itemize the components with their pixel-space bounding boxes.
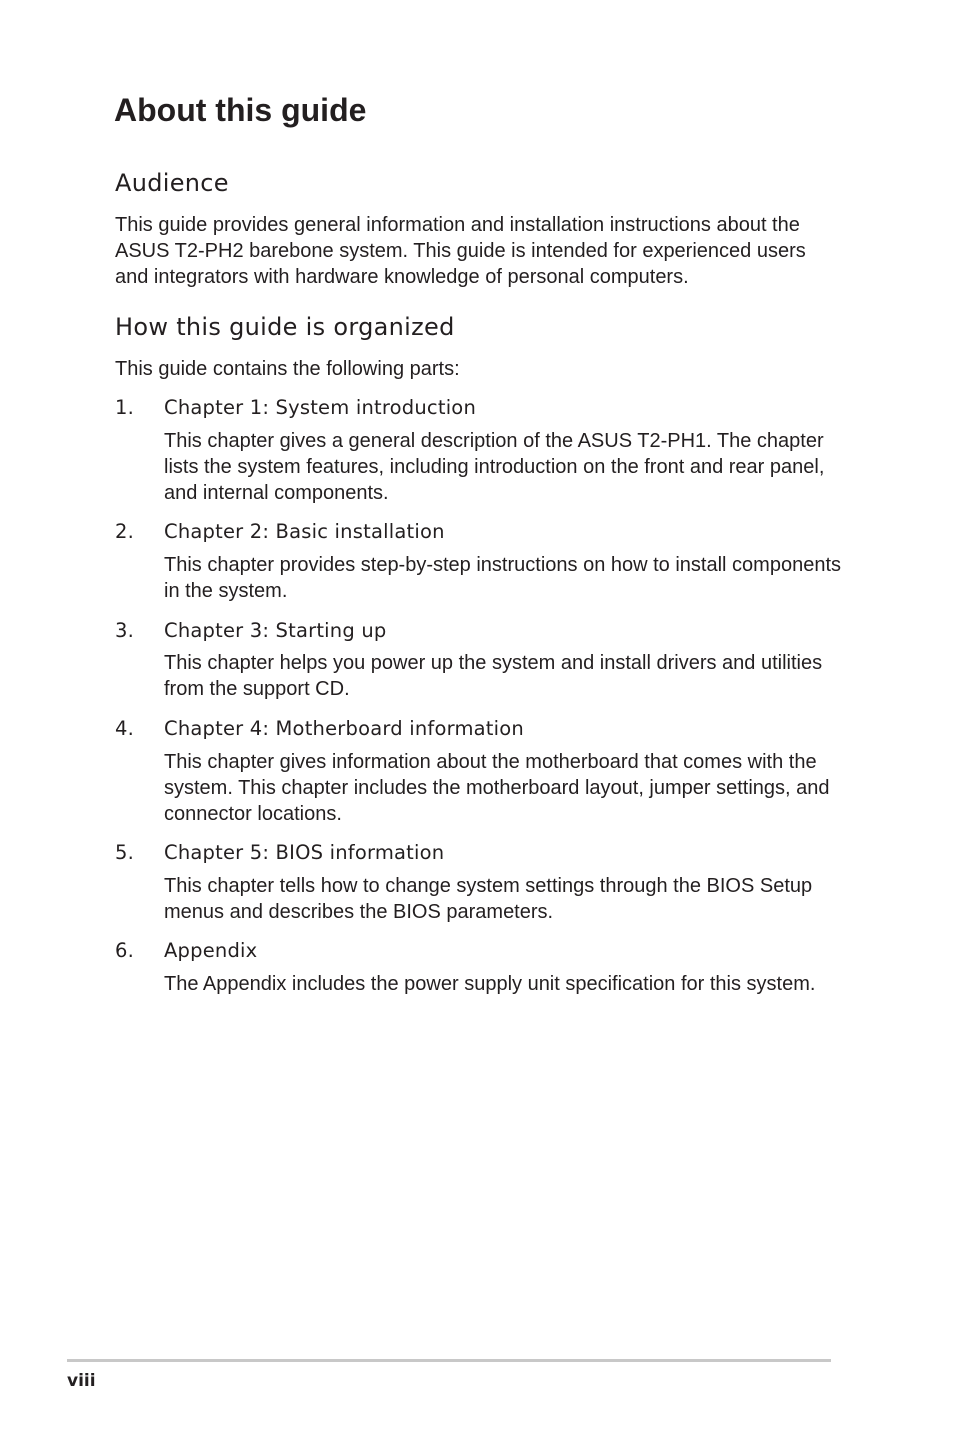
- audience-heading: Audience: [115, 169, 229, 197]
- chapter-6-title: Appendix: [164, 939, 258, 962]
- chapter-5-title-row: [115, 840, 444, 866]
- chapter-1-title: Chapter 1: System introduction: [164, 396, 477, 419]
- chapter-2-title-row: [115, 519, 445, 545]
- organization-intro: This guide contains the following parts:: [115, 358, 460, 380]
- chapter-4-title-row: [115, 716, 524, 742]
- chapter-3-title-row: [115, 618, 386, 644]
- chapter-5-description: This chapter tells how to change system settings through the BIOS Setup menus and describes the BIOS parameters.: [164, 875, 813, 923]
- page-title: About this guide: [114, 92, 367, 128]
- chapter-2-number: 2.: [115, 520, 135, 543]
- chapter-4-description: This chapter gives information about the motherboard that comes with the system. This chapter includes the motherboard layout, jumper settings, and connector locations.: [164, 751, 830, 825]
- chapter-5-title: Chapter 5: BIOS information: [164, 841, 445, 864]
- chapter-3-description: This chapter helps you power up the system and install drivers and utilities from the support CD.: [164, 652, 823, 700]
- chapter-5-number: 5.: [115, 841, 135, 864]
- chapter-3-number: 3.: [115, 619, 135, 642]
- chapter-1-title-row: [115, 395, 476, 421]
- chapter-1-description: This chapter gives a general description of the ASUS T2-PH1. The chapter lists the system features, including introduction on the front and rear panel, and internal components.: [164, 430, 825, 504]
- organization-heading: How this guide is organized: [115, 313, 455, 341]
- chapter-2-description: This chapter provides step-by-step instructions on how to install components in the system.: [164, 554, 842, 602]
- page-number: viii: [67, 1371, 96, 1391]
- chapter-4-title: Chapter 4: Motherboard information: [164, 717, 524, 740]
- chapter-2-title: Chapter 2: Basic installation: [164, 520, 445, 543]
- chapter-6-number: 6.: [115, 939, 135, 962]
- chapter-3-title: Chapter 3: Starting up: [164, 619, 387, 642]
- chapter-1-number: 1.: [115, 396, 135, 419]
- audience-paragraph: This guide provides general information and installation instructions about the ASUS T2-PH2 barebone system. This guide is intended for experienced users and integrators with hardware knowledge of personal computers.: [115, 214, 806, 288]
- chapter-6-description: The Appendix includes the power supply unit specification for this system.: [164, 973, 816, 995]
- chapter-4-number: 4.: [115, 717, 135, 740]
- chapter-6-title-row: [115, 938, 257, 964]
- footer-divider: [67, 1359, 831, 1362]
